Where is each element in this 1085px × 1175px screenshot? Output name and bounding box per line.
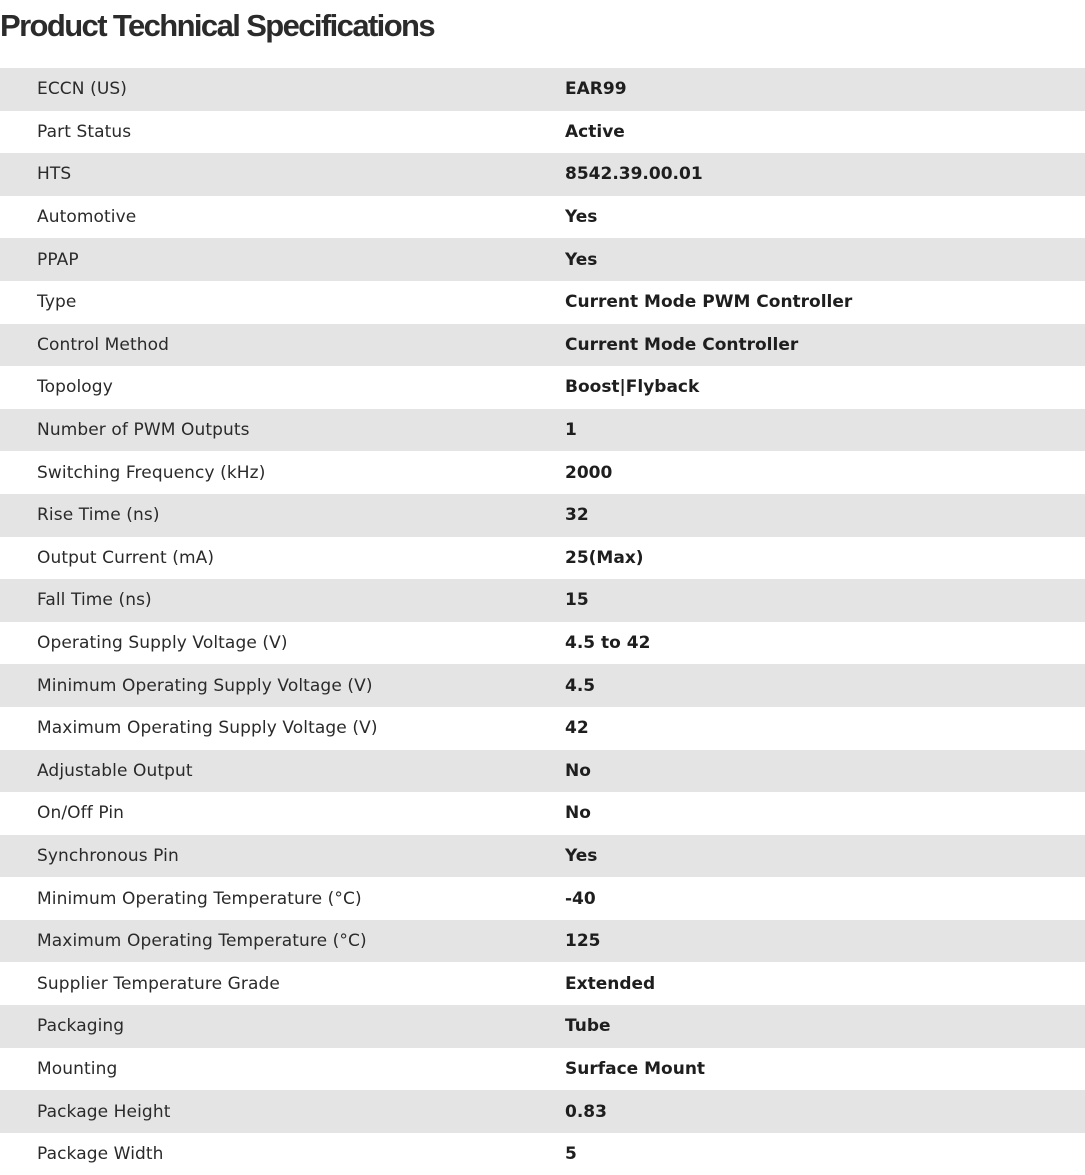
- spec-value: Tube: [565, 1005, 1085, 1048]
- spec-value: 42: [565, 707, 1085, 750]
- spec-label: Package Width: [0, 1133, 565, 1175]
- spec-row: [0, 622, 1085, 665]
- spec-value: 2000: [565, 451, 1085, 494]
- spec-label: Maximum Operating Temperature (°C): [0, 920, 565, 963]
- spec-value: 32: [565, 494, 1085, 537]
- spec-table-body: [0, 68, 1085, 1175]
- spec-value: 125: [565, 920, 1085, 963]
- spec-label: Package Height: [0, 1090, 565, 1133]
- spec-label: On/Off Pin: [0, 792, 565, 835]
- spec-label: Output Current (mA): [0, 537, 565, 580]
- spec-table: [0, 68, 1085, 1175]
- spec-label: PPAP: [0, 238, 565, 281]
- spec-label: Supplier Temperature Grade: [0, 962, 565, 1005]
- spec-value: 5: [565, 1133, 1085, 1175]
- spec-row: [0, 1090, 1085, 1133]
- spec-row: [0, 494, 1085, 537]
- spec-value: 4.5 to 42: [565, 622, 1085, 665]
- spec-label: Synchronous Pin: [0, 835, 565, 878]
- spec-row: [0, 1005, 1085, 1048]
- spec-label: Rise Time (ns): [0, 494, 565, 537]
- spec-value: Extended: [565, 962, 1085, 1005]
- spec-value: EAR99: [565, 68, 1085, 111]
- spec-row: [0, 750, 1085, 793]
- spec-label: Minimum Operating Supply Voltage (V): [0, 664, 565, 707]
- spec-value: 8542.39.00.01: [565, 153, 1085, 196]
- spec-value: 25(Max): [565, 537, 1085, 580]
- spec-label: Adjustable Output: [0, 750, 565, 793]
- spec-label: Automotive: [0, 196, 565, 239]
- spec-value: Boost|Flyback: [565, 366, 1085, 409]
- spec-label: Type: [0, 281, 565, 324]
- spec-row: [0, 877, 1085, 920]
- spec-row: [0, 664, 1085, 707]
- spec-label: Operating Supply Voltage (V): [0, 622, 565, 665]
- spec-row: [0, 537, 1085, 580]
- spec-row: [0, 281, 1085, 324]
- spec-value: Current Mode Controller: [565, 324, 1085, 367]
- spec-row: [0, 1048, 1085, 1091]
- spec-value: 15: [565, 579, 1085, 622]
- spec-row: [0, 366, 1085, 409]
- spec-value: No: [565, 792, 1085, 835]
- spec-label: Number of PWM Outputs: [0, 409, 565, 452]
- spec-value: Active: [565, 111, 1085, 154]
- spec-value: Yes: [565, 835, 1085, 878]
- spec-label: HTS: [0, 153, 565, 196]
- spec-value: 1: [565, 409, 1085, 452]
- spec-row: [0, 196, 1085, 239]
- spec-row: [0, 792, 1085, 835]
- spec-label: Control Method: [0, 324, 565, 367]
- spec-label: Part Status: [0, 111, 565, 154]
- spec-row: [0, 68, 1085, 111]
- page-title: Product Technical Specifications: [0, 8, 435, 43]
- spec-row: [0, 920, 1085, 963]
- spec-row: [0, 962, 1085, 1005]
- spec-value: Surface Mount: [565, 1048, 1085, 1091]
- spec-value: Current Mode PWM Controller: [565, 281, 1085, 324]
- spec-label: Minimum Operating Temperature (°C): [0, 877, 565, 920]
- spec-label: ECCN (US): [0, 68, 565, 111]
- spec-value: 4.5: [565, 664, 1085, 707]
- spec-label: Maximum Operating Supply Voltage (V): [0, 707, 565, 750]
- spec-row: [0, 835, 1085, 878]
- spec-value: 0.83: [565, 1090, 1085, 1133]
- spec-row: [0, 409, 1085, 452]
- spec-row: [0, 324, 1085, 367]
- spec-value: Yes: [565, 238, 1085, 281]
- spec-label: Packaging: [0, 1005, 565, 1048]
- spec-label: Mounting: [0, 1048, 565, 1091]
- spec-label: Topology: [0, 366, 565, 409]
- spec-label: Switching Frequency (kHz): [0, 451, 565, 494]
- spec-label: Fall Time (ns): [0, 579, 565, 622]
- spec-value: -40: [565, 877, 1085, 920]
- spec-row: [0, 451, 1085, 494]
- spec-row: [0, 579, 1085, 622]
- spec-row: [0, 707, 1085, 750]
- spec-row: [0, 238, 1085, 281]
- spec-row: [0, 111, 1085, 154]
- spec-value: Yes: [565, 196, 1085, 239]
- spec-row: [0, 153, 1085, 196]
- spec-value: No: [565, 750, 1085, 793]
